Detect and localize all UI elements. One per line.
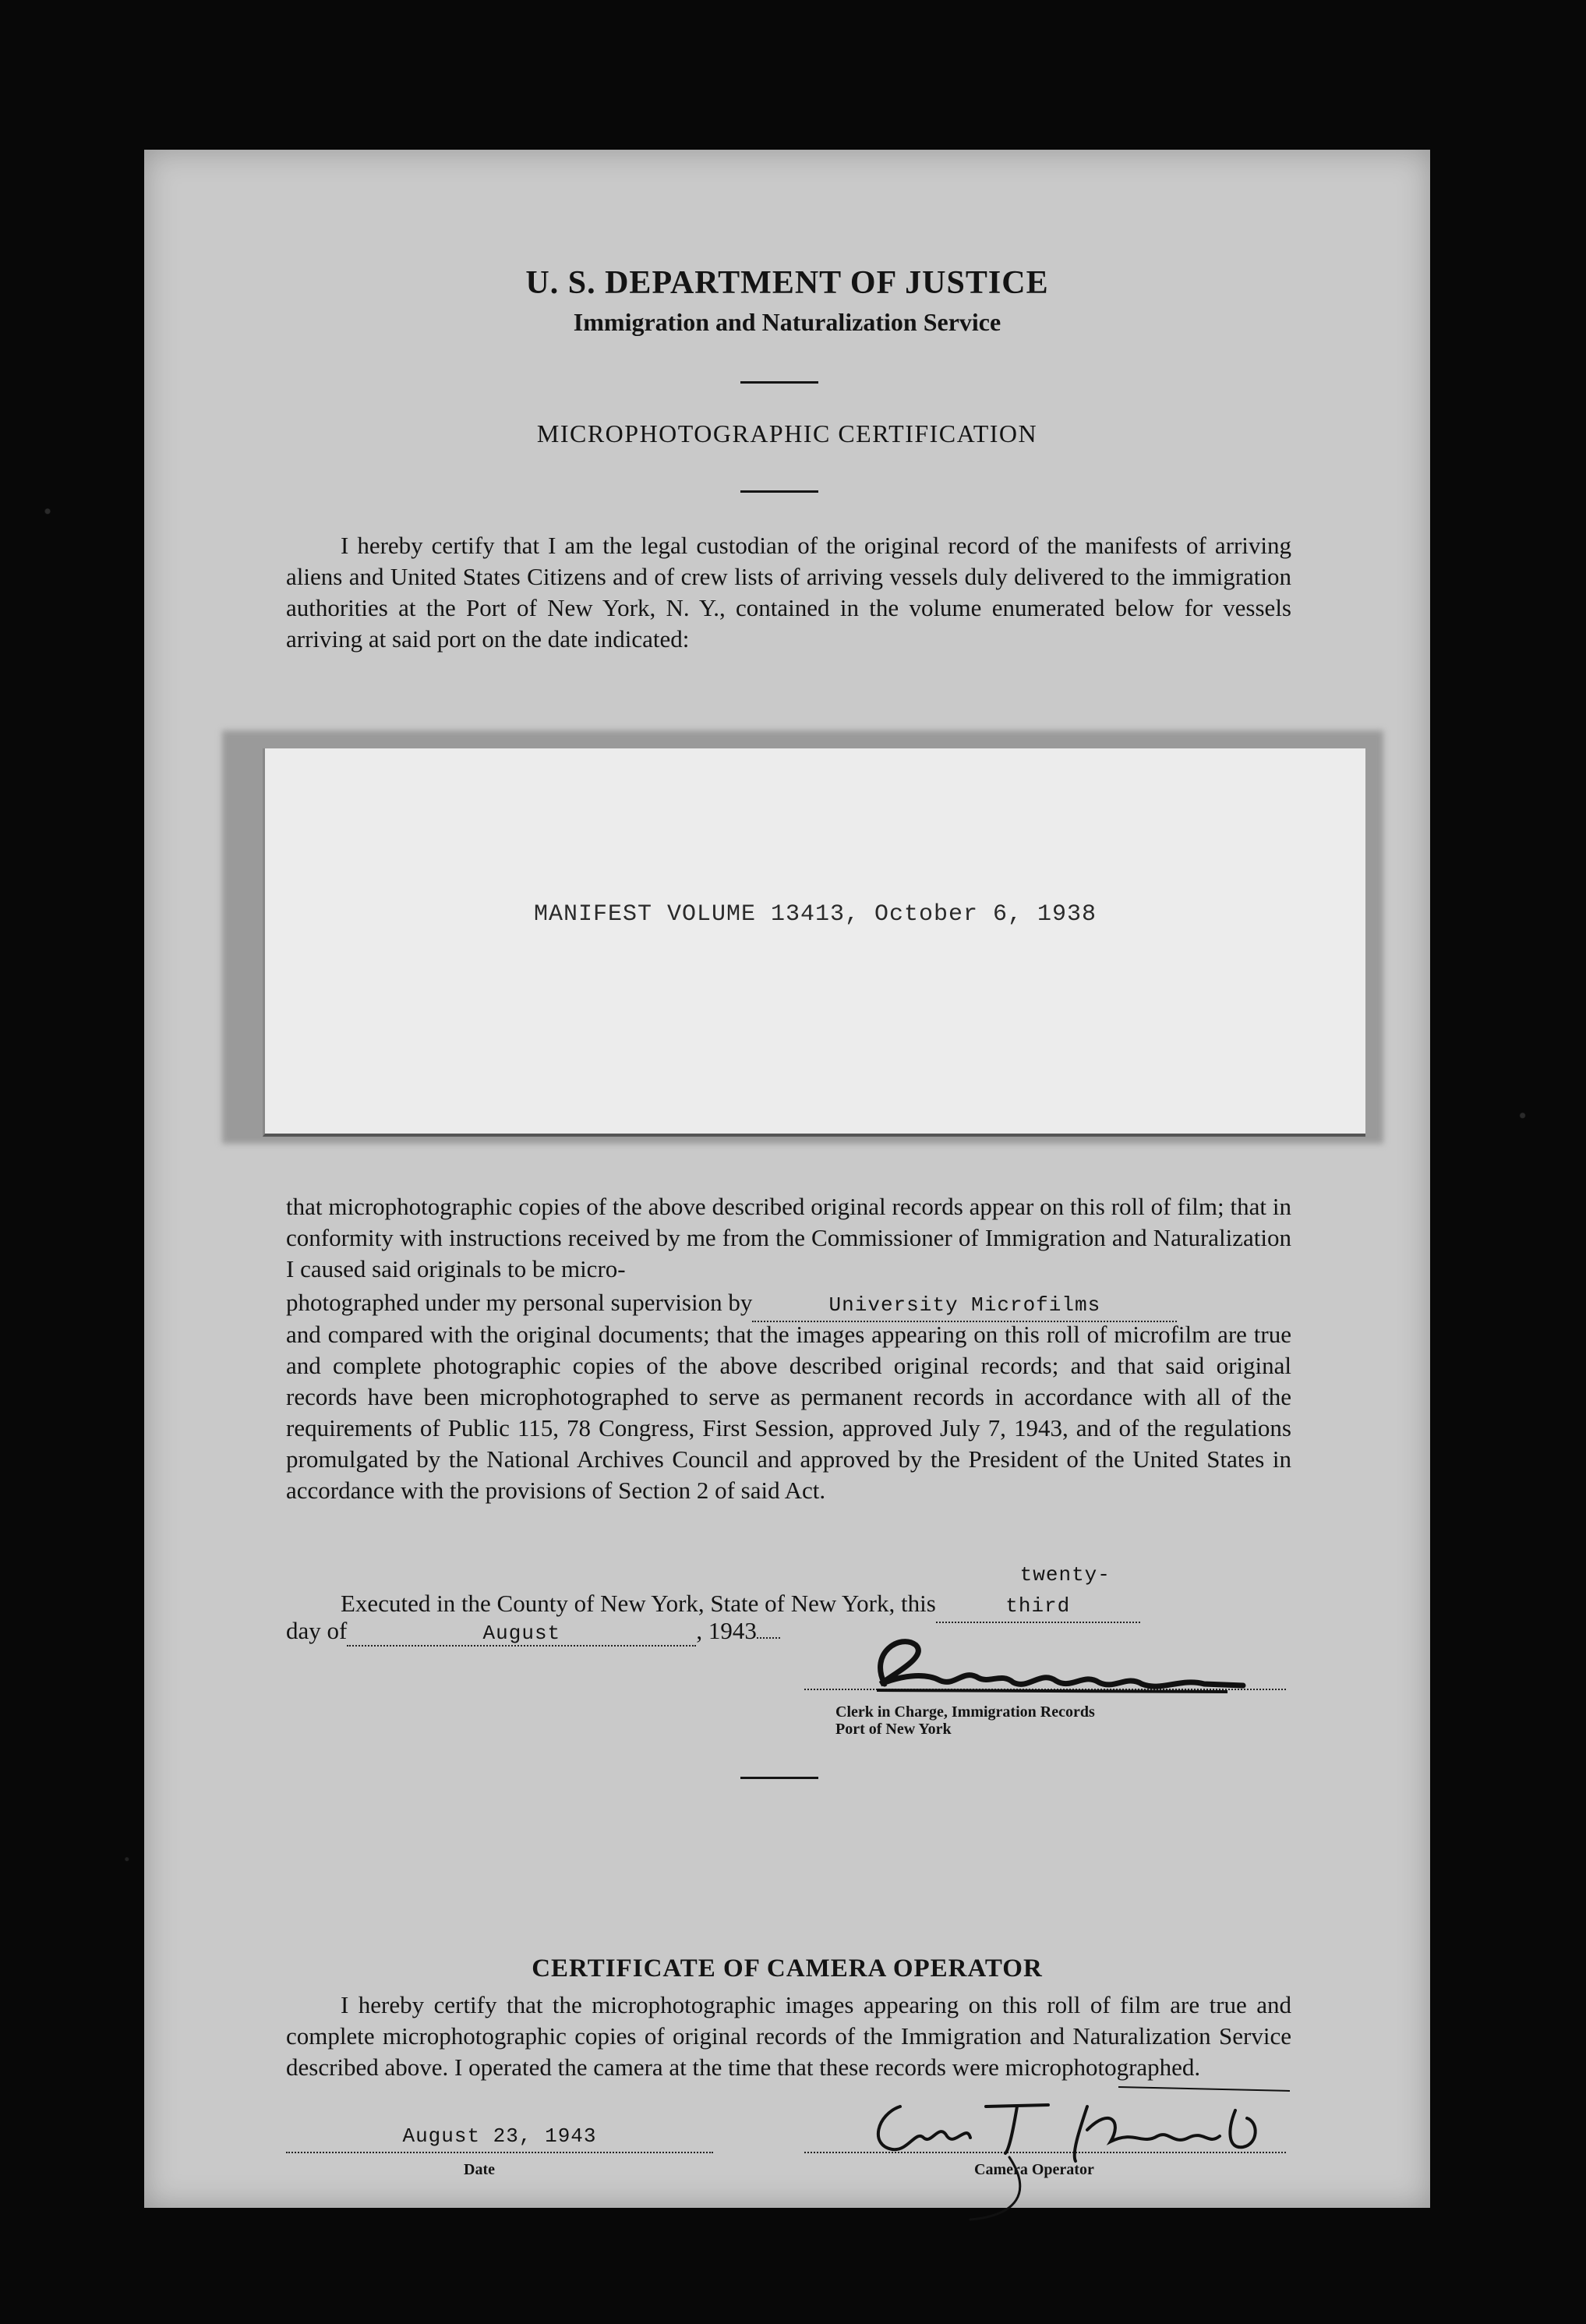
manifest-volume-label: MANIFEST VOLUME 13413, October 6, 1938 <box>533 901 1097 928</box>
body-paragraph-3: and compared with the original documents; that the images appearing on this roll of microfilm are true and complete photographic copies of the above described original records; and that said original records have been microphotographed to serve as permanent records in accordance with all of the requirements of Public 115, 78 Congress, First Session, approved July 7, 1943, and of the regulations promulgated by the National Archives Council and approved by the President of the United States in accordance with the provisions of Section 2 of said Act. <box>286 1321 1291 1504</box>
camera-certificate-title: CERTIFICATE OF CAMERA OPERATOR <box>532 1954 1043 1983</box>
executed-day-field <box>936 1559 1140 1623</box>
photographer-field <box>752 1289 1177 1322</box>
body-paragraph-1: that microphotographic copies of the above described original records appear on this roll of film; that in conformity with instructions received by me from the Commissioner of Immigration and Naturalization I caused said originals to be micro- <box>286 1193 1291 1282</box>
department-title: U. S. DEPARTMENT OF JUSTICE <box>525 265 1049 301</box>
day-of-line <box>286 1617 780 1647</box>
executed-line <box>286 1559 1291 1623</box>
manifest-label-card <box>263 748 1365 1137</box>
clerk-caption <box>835 1703 1095 1738</box>
operator-caption: Camera Operator <box>974 2161 1094 2178</box>
clerk-caption-line-2: Port of New York <box>835 1721 952 1738</box>
operator-signature <box>853 2075 1290 2223</box>
month-value: August <box>482 1622 561 1645</box>
divider-rule <box>740 381 818 384</box>
month-field <box>347 1622 696 1647</box>
date-line <box>286 2152 713 2153</box>
supervision-prefix: photographed under my personal supervision by <box>286 1289 753 1316</box>
year-dots <box>757 1637 780 1639</box>
section-title: MICROPHOTOGRAPHIC CERTIFICATION <box>536 419 1038 447</box>
date-caption: Date <box>464 2161 495 2178</box>
camera-certificate-paragraph: I hereby certify that the microphotographic images appearing on this roll of film are true and complete microphotographic copies of original records of the Immigration and Naturalization Service described above. I operated the camera at the time that these records were microphotographed. <box>286 1991 1291 2081</box>
certificate-page <box>144 150 1430 2208</box>
photographer-value: University Microfilms <box>828 1293 1101 1317</box>
executed-day-value: twenty-third <box>1005 1563 1111 1618</box>
intro-paragraph: I hereby certify that I am the legal custodian of the original record of the manifests of arriving aliens and United States Citizens and of crew lists of arriving vessels duly delivered to the immigration authorities at the Port of New York, N. Y., contained in the volume enumerated below for vessels arriving at said port on the date indicated: <box>286 532 1291 653</box>
year-value: , 1943 <box>696 1617 757 1644</box>
divider-rule <box>740 1777 818 1779</box>
service-subtitle: Immigration and Naturalization Service <box>573 308 1001 336</box>
supervision-line <box>286 1287 1291 1322</box>
clerk-caption-line-1: Clerk in Charge, Immigration Records <box>835 1703 1095 1721</box>
executed-prefix: Executed in the County of New York, State of New York, this <box>341 1590 936 1617</box>
divider-rule <box>740 490 818 493</box>
day-of-prefix: day of <box>286 1617 348 1644</box>
date-value: August 23, 1943 <box>402 2124 597 2148</box>
clerk-signature <box>853 1629 1259 1700</box>
